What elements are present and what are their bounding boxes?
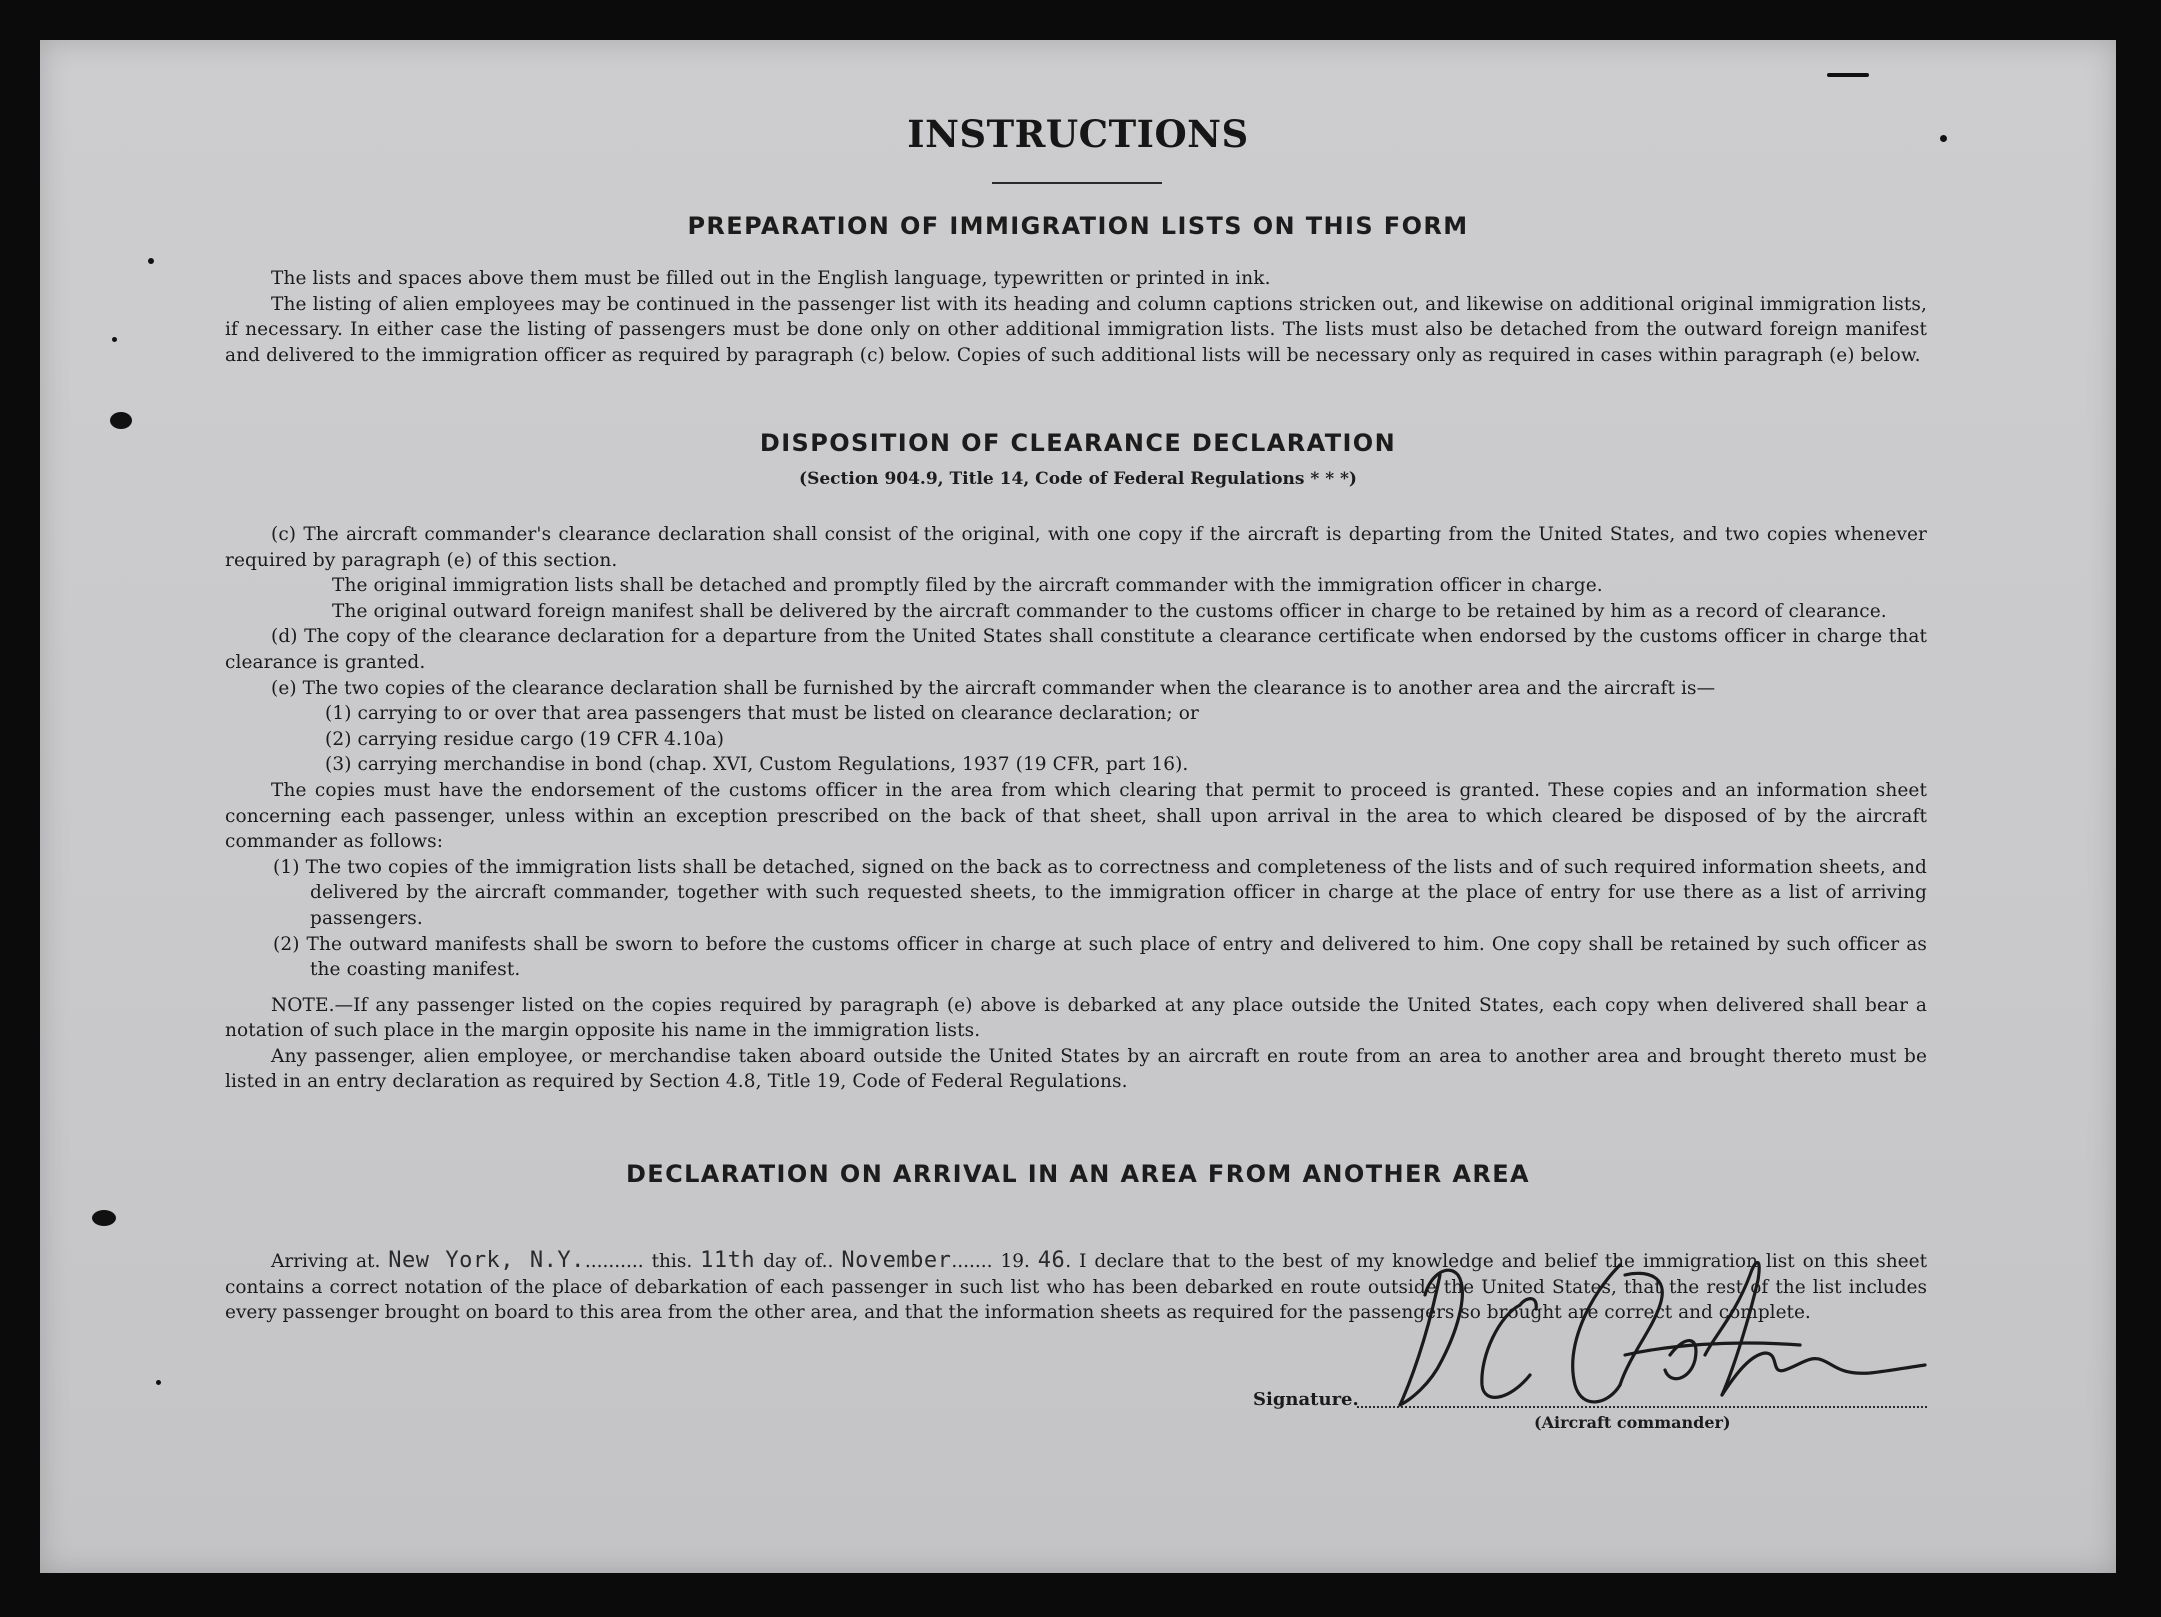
preparation-paragraph: The lists and spaces above them must be filled out in the English language, typewritten or printed in ink. <box>271 268 1271 289</box>
day-field: 11th <box>700 1248 756 1273</box>
declaration-heading: DECLARATION ON ARRIVAL IN AN AREA FROM ANOTHER AREA <box>625 1160 1531 1188</box>
handwritten-signature <box>1370 1235 1930 1435</box>
paragraph-c-immigration-lists: The original immigration lists shall be detached and promptly filed by the aircraft commander with the immigration officer in charge. <box>332 575 1603 597</box>
paragraph-e-item: (2) carrying residue cargo (19 CFR 4.10a) <box>325 728 725 750</box>
day-of-label: day of <box>763 1251 822 1272</box>
scan-blot <box>110 412 132 429</box>
arriving-label: Arriving at <box>271 1251 375 1272</box>
paragraph-e-item: (3) carrying merchandise in bond (chap. XVI, Custom Regulations, 1937 (19 CFR, part 16). <box>325 754 1189 776</box>
document-title: INSTRUCTIONS <box>907 112 1249 156</box>
disposal-item: (1) The two copies of the immigration lists shall be detached, signed on the back as to correctness and completeness of the lists and of such required information sheets, and delivered by the aircraft commander, together with such requested sheets, to the immigration officer in charge at the place of entry for use there as a list of arriving passengers. <box>273 856 1927 929</box>
paragraph-e-item: (1) carrying to or over that area passengers that must be listed on clearance declaration; or <box>325 703 1199 725</box>
paragraph-e: (e) The two copies of the clearance declaration shall be furnished by the aircraft commander when the clearance is to another area and the aircraft is— <box>271 677 1716 699</box>
disposition-heading: DISPOSITION OF CLEARANCE DECLARATION <box>759 429 1397 457</box>
this-label: this <box>651 1251 687 1272</box>
preparation-heading: PREPARATION OF IMMIGRATION LISTS ON THIS FORM <box>687 212 1469 240</box>
declaration-statement: I declare that to the best of my knowledge and belief the immigration list on this sheet contains a correct notation of the place of debarkation of each passenger in such list who has been debarked en route outside the United States, that the rest of the list includes every passenger brought on board to this area from the other area, and that the information sheets as required for the passengers so brought are correct and complete. <box>225 1251 1928 1324</box>
scan-dot <box>1940 135 1947 142</box>
document-page <box>40 40 2116 1573</box>
preparation-paragraph: The listing of alien employees may be continued in the passenger list with its heading and column captions stricken out, and likewise on additional original immigration lists, if necessary. In either case the listing of passengers must be done only on other additional immigration lists. The lists must also be detached from the outward foreign manifest and delivered to the immigration officer as required by paragraph (c) below. Copies of such additional lists will be necessary only as required in cases within paragraph (e) below. <box>225 293 1927 366</box>
arriving-port-field: New York, N.Y. <box>388 1248 585 1273</box>
declaration-text: Arriving at. New York, N.Y........... this. 11th day of.. November....... 19. 46. I declare that to the best of my knowledge and belief the immigration list on this sheet contains a correct notation of the place of debarkation of each passenger in such list who has been debarked en route outside the United States, that the rest of the list includes every passenger brought on board to this area from the other area, and that the information sheets as required for the passengers so brought are correct and complete. <box>225 1248 1928 1324</box>
year-prefix: 19 <box>1000 1251 1024 1272</box>
paragraph-d: (d) The copy of the clearance declaration for a departure from the United States shall constitute a clearance certificate when endorsed by the customs officer in charge that clearance is granted. <box>225 626 1927 673</box>
scan-blot <box>92 1210 116 1226</box>
preparation-text <box>225 266 1927 368</box>
disposition-citation: (Section 904.9, Title 14, Code of Federal Regulations * * *) <box>799 469 1357 489</box>
paragraph-c-outward-manifest: The original outward foreign manifest shall be delivered by the aircraft commander to the customs officer in charge to be retained by him as a record of clearance. <box>332 600 1887 622</box>
scan-dot <box>148 258 154 264</box>
paragraph-copies: The copies must have the endorsement of the customs officer in the area from which clearing that permit to proceed is granted. These copies and an information sheet concerning each passenger, unless within an exception prescribed on the back of that sheet, shall upon arrival in the area to which cleared be disposed of by the aircraft commander as follows: <box>225 779 1927 853</box>
signature-label-text: Signature <box>1253 1389 1353 1410</box>
year-field: 46 <box>1037 1248 1066 1273</box>
scan-dot <box>1827 73 1869 77</box>
any-passenger-paragraph: Any passenger, alien employee, or merchandise taken aboard outside the United States by an aircraft en route from an area to another area and brought thereto must be listed in an entry declaration as required by Section 4.8, Title 19, Code of Federal Regulations. <box>225 1045 1927 1093</box>
scan-dot <box>112 337 117 342</box>
title-divider <box>992 182 1162 184</box>
disposition-text <box>225 522 1927 1095</box>
paragraph-c: (c) The aircraft commander's clearance declaration shall consist of the original, with one copy if the aircraft is departing from the United States, and two copies whenever required by paragraph (e) of this section. <box>225 524 1927 571</box>
month-field: November <box>841 1248 952 1273</box>
signature-label: Signature. <box>1253 1389 1359 1410</box>
scan-dot <box>156 1380 161 1385</box>
signature-caption: (Aircraft commander) <box>1534 1413 1731 1432</box>
disposal-item: (2) The outward manifests shall be sworn to before the customs officer in charge at such place of entry and delivered to him. One copy shall be retained by such officer as the coasting manifest. <box>273 933 1927 981</box>
note-paragraph: NOTE.—If any passenger listed on the copies required by paragraph (e) above is debarked at any place outside the United States, each copy when delivered shall bear a notation of such place in the margin opposite his name in the immigration lists. <box>225 994 1927 1042</box>
